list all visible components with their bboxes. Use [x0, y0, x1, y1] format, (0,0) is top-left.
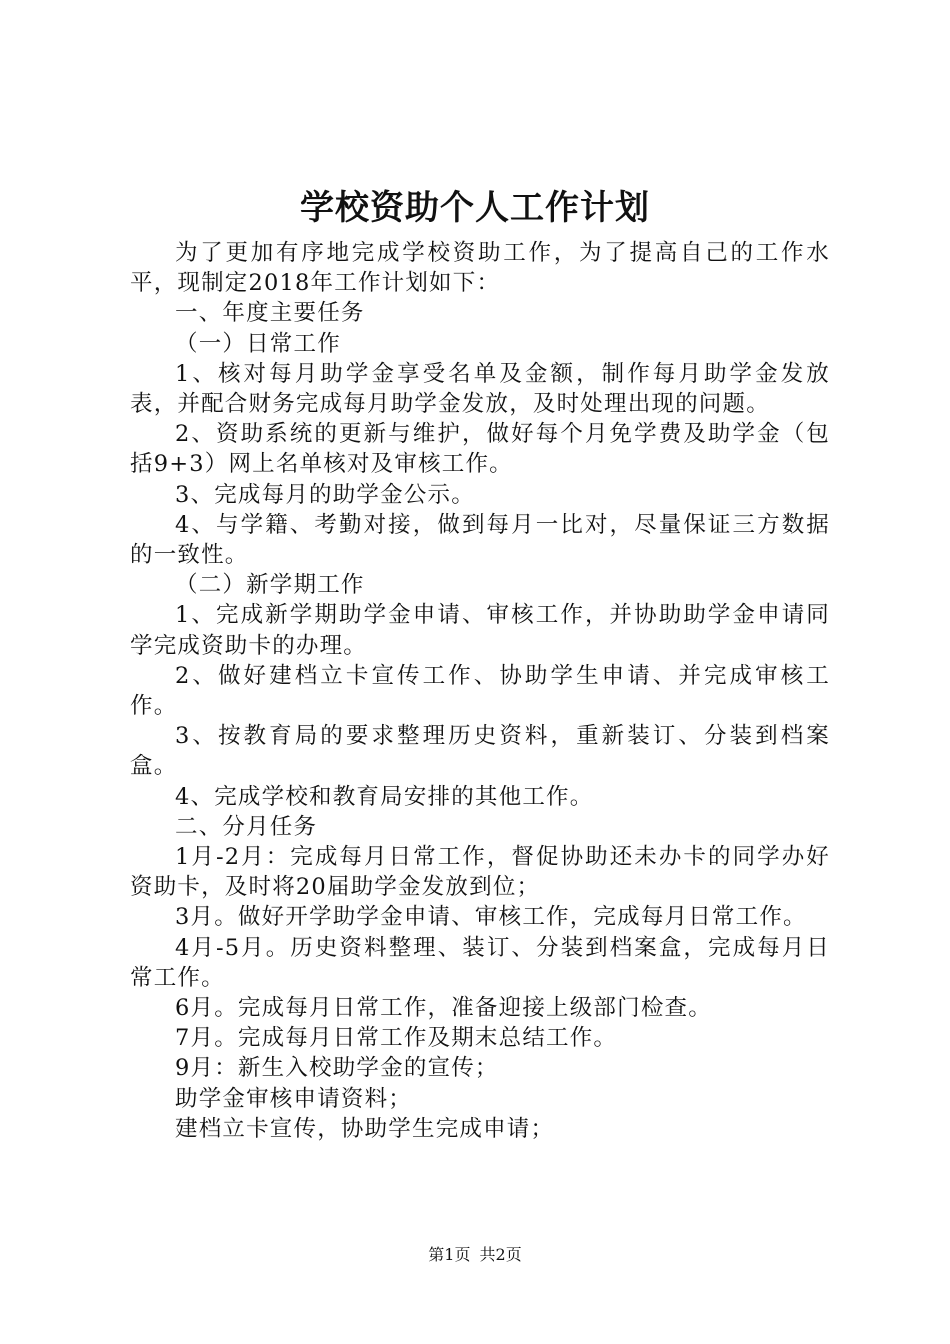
paragraph: 2、做好建档立卡宣传工作、协助学生申请、并完成审核工作。: [130, 662, 830, 720]
section-heading: 一、年度主要任务: [175, 300, 365, 327]
paragraph: 3、按教育局的要求整理历史资料，重新装订、分装到档案盒。: [130, 723, 830, 780]
paragraph: 为了更加有序地完成学校资助工作，为了提高自己的工作水平，现制定2018年工作计划如下：: [130, 240, 830, 297]
paragraph: 2、资助系统的更新与维护，做好每个月免学费及助学金（包括9+3）网上名单核对及审核工作。: [130, 421, 830, 478]
paragraph: 助学金审核申请资料；: [175, 1085, 413, 1112]
paragraph: 1月-2月：完成每月日常工作，督促协助还未办卡的同学办好资助卡，及时将20届助学金发放到位；: [130, 844, 830, 901]
subsection-heading: （一）日常工作: [175, 330, 341, 357]
document-title: 学校资助个人工作计划: [300, 188, 650, 228]
page-total: 共2页: [479, 1245, 522, 1264]
section-heading: 二、分月任务: [175, 813, 318, 840]
paragraph: 4月-5月。历史资料整理、装订、分装到档案盒，完成每月日常工作。: [130, 934, 830, 991]
paragraph: 9月：新生入校助学金的宣传；: [175, 1055, 499, 1082]
page-number: 第1页: [428, 1245, 471, 1264]
document-body: [130, 238, 830, 1144]
subsection-heading: （二）新学期工作: [175, 572, 365, 599]
paragraph: 1、核对每月助学金享受名单及金额，制作每月助学金发放表，并配合财务完成每月助学金发放，及时处理出现的问题。: [130, 360, 830, 418]
paragraph: 7月。完成每月日常工作及期末总结工作。: [175, 1025, 618, 1052]
paragraph: 3月。做好开学助学金申请、审核工作，完成每月日常工作。: [175, 904, 807, 931]
paragraph: 4、与学籍、考勤对接，做到每月一比对，尽量保证三方数据的一致性。: [130, 511, 830, 569]
page-footer: [0, 1244, 950, 1266]
paragraph: 4、完成学校和教育局安排的其他工作。: [175, 783, 594, 810]
paragraph: 1、完成新学期助学金申请、审核工作，并协助助学金申请同学完成资助卡的办理。: [130, 602, 830, 659]
paragraph: 3、完成每月的助学金公示。: [175, 481, 475, 508]
paragraph: 建档立卡宣传，协助学生完成申请；: [175, 1115, 555, 1142]
paragraph: 6月。完成每月日常工作，准备迎接上级部门检查。: [175, 995, 712, 1022]
